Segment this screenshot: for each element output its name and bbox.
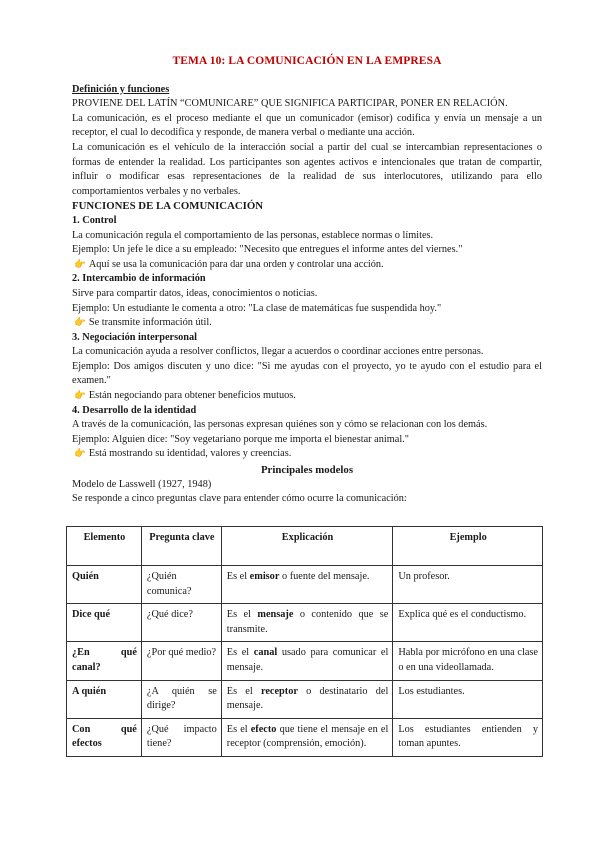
lasswell-table (66, 526, 543, 757)
table-header: Ejemplo (393, 527, 543, 566)
function-description: La comunicación regula el comportamiento de las personas, establece normas o límites. (72, 229, 434, 241)
pointing-hand-icon: 👉 (74, 258, 86, 270)
function-note (72, 258, 542, 273)
function-note-text: Aquí se usa la comunicación para dar una orden y controlar una acción. (88, 258, 384, 270)
definition-heading: Definición y funciones (72, 83, 170, 95)
cell-ejemplo: Un profesor. (393, 566, 543, 604)
function-note-text: Está mostrando su identidad, valores y creencias. (88, 448, 292, 460)
cell-ejemplo: Explica qué es el conductismo. (393, 604, 543, 642)
models-heading: Principales modelos (260, 464, 354, 477)
function-example: Ejemplo: Un jefe le dice a su empleado: "Necesito que entregues el informe antes del viernes." (72, 244, 463, 256)
function-title: 1. Control (72, 214, 117, 226)
models-intro: Se responde a cinco preguntas clave para entender cómo ocurre la comunicación: (72, 493, 407, 505)
cell-ejemplo: Habla por micrófono en una clase o en una videollamada. (393, 642, 543, 680)
function-note-text: Se transmite información útil. (88, 317, 212, 329)
function-title: 3. Negociación interpersonal (72, 331, 197, 343)
cell-elemento: Dice qué (67, 604, 142, 642)
function-description: A través de la comunicación, las personas expresan quiénes son y cómo se relacionan con los demás. (72, 419, 488, 431)
function-example: Ejemplo: Un estudiante le comenta a otro: "La clase de matemáticas fue suspendida hoy." (72, 302, 442, 314)
function-title: 4. Desarrollo de la identidad (72, 404, 197, 416)
models-subtitle: Modelo de Lasswell (1927, 1948) (72, 478, 212, 490)
cell-explicacion: Es el mensaje o contenido que se transmite. (221, 604, 393, 642)
pointing-hand-icon: 👉 (74, 448, 86, 460)
document-title: TEMA 10: LA COMUNICACIÓN EN LA EMPRESA (172, 55, 442, 67)
cell-explicacion: Es el emisor o fuente del mensaje. (221, 566, 393, 604)
cell-elemento: Quién (67, 566, 142, 604)
function-example: Ejemplo: Dos amigos discuten y uno dice: "Si me ayudas con el proyecto, yo te ayudo con el estudio para el examen." (72, 360, 542, 387)
functions-heading: FUNCIONES DE LA COMUNICACIÓN (72, 200, 264, 213)
table-row (67, 642, 543, 680)
function-control (72, 214, 542, 272)
cell-ejemplo: Los estudiantes entienden y toman apuntes. (393, 718, 543, 756)
cell-pregunta: ¿Qué impacto tiene? (141, 718, 221, 756)
cell-ejemplo: Los estudiantes. (393, 680, 543, 718)
document-page (72, 54, 542, 507)
function-negociacion (72, 331, 542, 404)
table-row (67, 566, 543, 604)
cell-explicacion: Es el canal usado para comunicar el mensaje. (221, 642, 393, 680)
function-note (72, 447, 542, 462)
function-note-text: Están negociando para obtener beneficios mutuos. (88, 390, 296, 402)
table-header-row (67, 527, 543, 566)
table-header: Pregunta clave (141, 527, 221, 566)
function-note (72, 316, 542, 331)
table-row (67, 604, 543, 642)
cell-pregunta: ¿Quién comunica? (141, 566, 221, 604)
cell-explicacion: Es el efecto que tiene el mensaje en el receptor (comprensión, emoción). (221, 718, 393, 756)
cell-elemento: Con qué efectos (67, 718, 142, 756)
function-note (72, 389, 542, 404)
pointing-hand-icon: 👉 (74, 390, 86, 402)
function-description: Sirve para compartir datos, ideas, conocimientos o noticias. (72, 287, 318, 299)
function-title: 2. Intercambio de información (72, 273, 206, 285)
cell-explicacion: Es el receptor o destinatario del mensaje. (221, 680, 393, 718)
cell-pregunta: ¿Por qué medio? (141, 642, 221, 680)
table-row (67, 718, 543, 756)
table-row (67, 680, 543, 718)
function-identidad (72, 404, 542, 462)
function-description: La comunicación ayuda a resolver conflictos, llegar a acuerdos o coordinar acciones entre personas. (72, 346, 484, 358)
cell-elemento: ¿En qué canal? (67, 642, 142, 680)
cell-elemento: A quién (67, 680, 142, 718)
definition-paragraph-1: La comunicación, es el proceso mediante el que un comunicador (emisor) codifica y envía un mensaje a un receptor, el cual lo decodifica y responde, de manera verbal o mediante una acción. (72, 112, 542, 139)
table-header: Explicación (221, 527, 393, 566)
pointing-hand-icon: 👉 (74, 317, 86, 329)
function-intercambio (72, 272, 542, 330)
table-header: Elemento (67, 527, 142, 566)
definition-paragraph-2: La comunicación es el vehículo de la interacción social a partir del cual se intercambian representaciones o formas de entender la realidad. Los participantes son agentes activos e intencionales que tratan de compartir, influir o modificar esas representaciones de la realidad de sus interlocutores, utilizando para ello comportamientos verbales y no verbales. (72, 141, 542, 197)
definition-origin: PROVIENE DEL LATÍN “COMUNICARE” QUE SIGNIFICA PARTICIPAR, PONER EN RELACIÓN. (72, 98, 508, 110)
cell-pregunta: ¿A quién se dirige? (141, 680, 221, 718)
cell-pregunta: ¿Qué dice? (141, 604, 221, 642)
function-example: Ejemplo: Alguien dice: "Soy vegetariano porque me importa el bienestar animal." (72, 433, 409, 445)
